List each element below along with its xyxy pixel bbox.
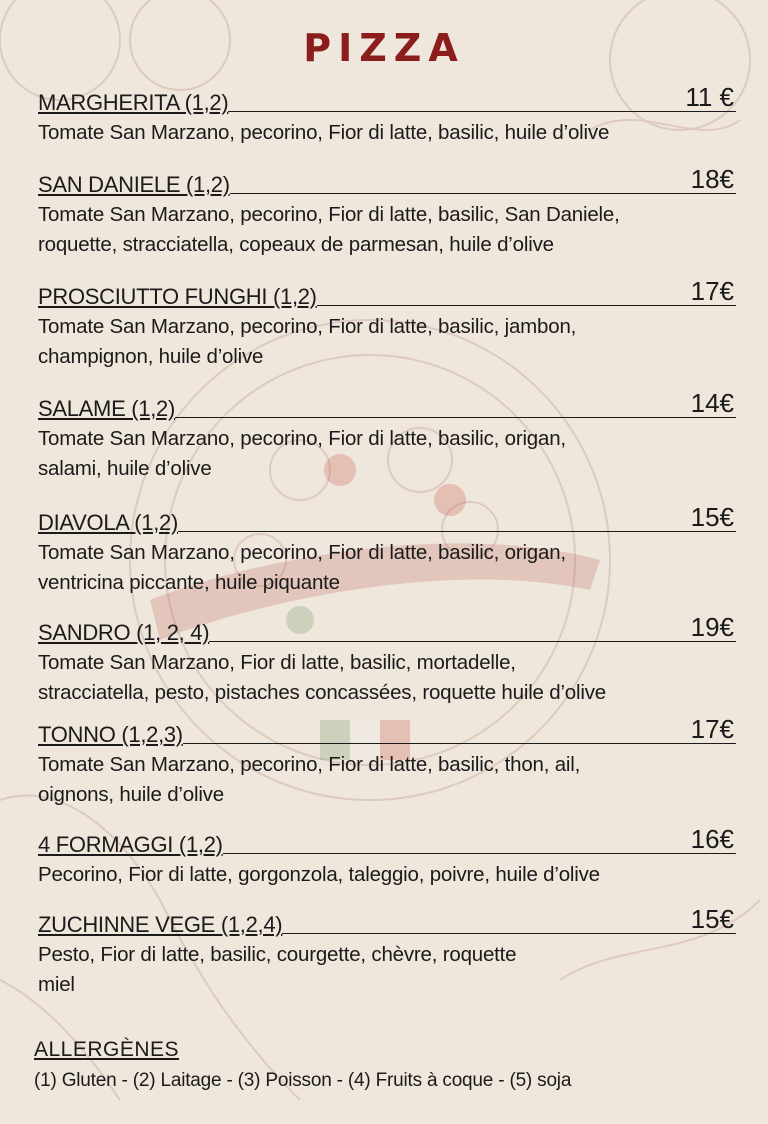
divider-line [175,416,736,418]
menu-item-price: 16€ [690,824,734,854]
allergens-title: ALLERGÈNES [34,1038,180,1061]
allergens-legend: (1) Gluten - (2) Laitage - (3) Poisson - (4) Fruits à coque - (5) soja [34,1070,572,1091]
menu-item-description [38,118,738,148]
menu-item-sandro [38,612,738,708]
menu-item-header [38,388,738,422]
menu-item-description [38,648,738,708]
menu-item-name: 4 FORMAGGI (1,2) [38,832,223,857]
menu-item-price: 14€ [690,388,734,418]
menu-item-diavola [38,502,738,598]
menu-item-4-formaggi [38,824,738,890]
menu-item-description [38,538,738,598]
divider-line [223,852,736,854]
menu-item-name: PROSCIUTTO FUNGHI (1,2) [38,284,317,309]
divider-line [282,932,736,934]
menu-item-tonno [38,714,738,810]
menu-item-description [38,750,738,810]
description-line: ventricina piccante, huile piquante [38,571,340,594]
menu-item-price: 18€ [690,164,734,194]
description-line: champignon, huile d’olive [38,345,264,368]
menu-item-price: 11 € [685,82,734,112]
menu-item-price: 17€ [690,276,734,306]
menu-item-name: MARGHERITA (1,2) [38,90,229,115]
divider-line [209,640,736,642]
divider-line [228,110,736,112]
menu-item-name: ZUCHINNE VEGE (1,2,4) [38,912,283,937]
description-line: salami, huile d’olive [38,457,212,480]
menu-item-price: 15€ [690,502,734,532]
menu-item-header [38,824,738,858]
divider-line [230,192,736,194]
menu-item-zuchinne-vege [38,904,738,1000]
description-line: miel [38,973,75,996]
description-line: Tomate San Marzano, pecorino, Fior di latte, basilic, origan, [38,427,566,450]
menu-item-salame [38,388,738,484]
menu-item-description [38,940,738,1000]
description-line: stracciatella, pesto, pistaches concassées, roquette huile d’olive [38,681,606,704]
menu-item-header [38,612,738,646]
page-title: PIZZA [303,26,465,70]
description-line: Pecorino, Fior di latte, gorgonzola, taleggio, poivre, huile d’olive [38,863,600,886]
menu-item-name: SANDRO (1, 2, 4) [38,620,210,645]
menu-item-prosciutto-funghi [38,276,738,372]
description-line: Tomate San Marzano, pecorino, Fior di latte, basilic, origan, [38,541,566,564]
menu-item-name: DIAVOLA (1,2) [38,510,178,535]
menu-item-price: 15€ [690,904,734,934]
menu-item-description [38,860,738,890]
description-line: Tomate San Marzano, pecorino, Fior di latte, basilic, huile d’olive [38,121,610,144]
menu-item-price: 17€ [690,714,734,744]
description-line: oignons, huile d’olive [38,783,224,806]
description-line: Tomate San Marzano, pecorino, Fior di latte, basilic, San Daniele, [38,203,620,226]
menu-item-header [38,904,738,938]
description-line: Pesto, Fior di latte, basilic, courgette, chèvre, roquette [38,943,517,966]
menu-item-san-daniele [38,164,738,260]
menu-item-description [38,312,738,372]
menu-item-description [38,200,738,260]
menu-item-price: 19€ [690,612,734,642]
menu-item-header [38,714,738,748]
menu-item-name: SAN DANIELE (1,2) [38,172,230,197]
menu-item-name: SALAME (1,2) [38,396,176,421]
divider-line [178,530,736,532]
description-line: Tomate San Marzano, pecorino, Fior di latte, basilic, thon, ail, [38,753,581,776]
menu-item-description [38,424,738,484]
menu-item-margherita [38,82,738,148]
description-line: Tomate San Marzano, pecorino, Fior di latte, basilic, jambon, [38,315,577,338]
menu-item-header [38,82,738,116]
menu-item-header [38,164,738,198]
menu-item-header [38,276,738,310]
menu-item-header [38,502,738,536]
description-line: roquette, stracciatella, copeaux de parmesan, huile d’olive [38,233,554,256]
menu-item-name: TONNO (1,2,3) [38,722,183,747]
description-line: Tomate San Marzano, Fior di latte, basilic, mortadelle, [38,651,516,674]
divider-line [183,742,736,744]
divider-line [317,304,736,306]
